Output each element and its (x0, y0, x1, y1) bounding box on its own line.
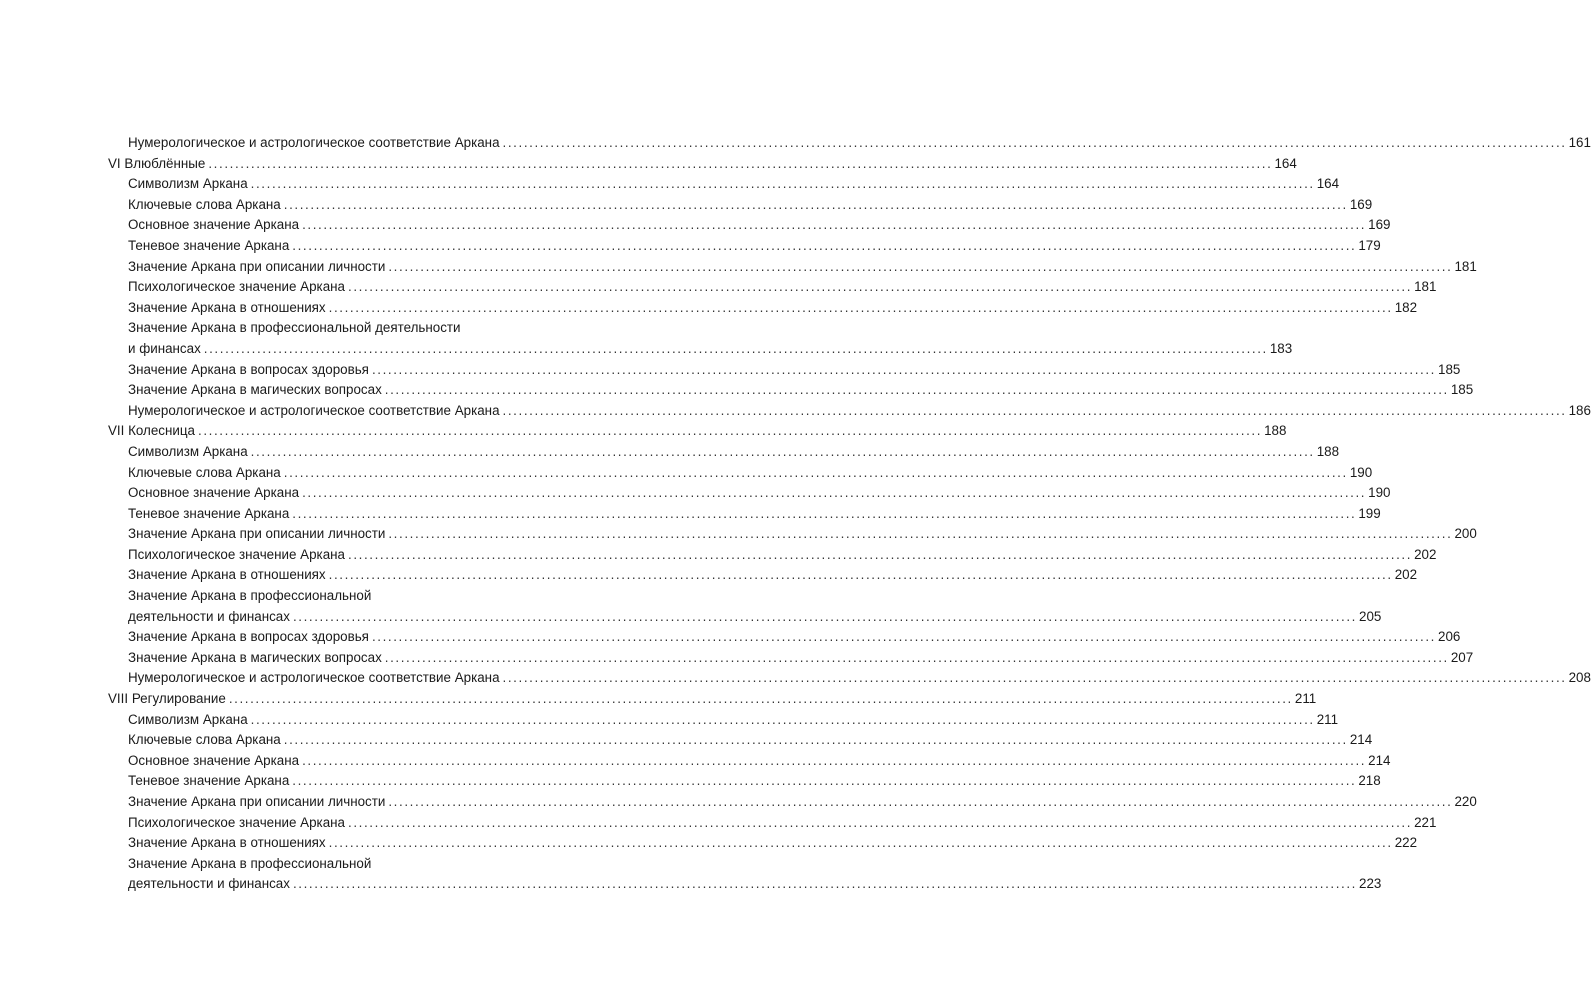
toc-entry-title: Ключевые слова Аркана (128, 732, 281, 748)
toc-entry (108, 463, 1373, 484)
toc-entry-line (128, 360, 1461, 381)
toc-entry-title: VIII Регулирование (108, 691, 226, 707)
toc-entry-title: и финансах (128, 340, 201, 356)
toc-entry-line (128, 133, 1591, 154)
toc-page-number: 186 (1568, 402, 1591, 418)
toc-page-number: 164 (1316, 176, 1340, 192)
toc-entry (108, 710, 1339, 731)
toc-entry-line (128, 442, 1340, 463)
toc-entry (108, 730, 1373, 751)
toc-entry-line (128, 771, 1381, 792)
dot-leader: ........................................................................................................................................................................................................ (292, 237, 1357, 253)
dot-leader: ........................................................................................................................................................................................................ (348, 814, 1413, 830)
toc-chapter (108, 689, 1317, 710)
toc-entry-title: Психологическое значение Аркана (128, 279, 345, 295)
dot-leader: ........................................................................................................................................................................................................ (208, 155, 1273, 171)
toc-entry-title: Значение Аркана при описании личности (128, 526, 386, 542)
dot-leader: ........................................................................................................................................................................................................ (292, 876, 1358, 892)
toc-page-number: 205 (1359, 608, 1382, 624)
toc-page-number: 164 (1274, 155, 1297, 171)
toc-entry-line (128, 463, 1373, 484)
toc-page-number: 223 (1359, 876, 1382, 892)
toc-entry-title: Значение Аркана в вопросах здоровья (128, 361, 369, 377)
toc-entry-line (128, 318, 618, 339)
toc-entry-line (108, 154, 1297, 175)
dot-leader: ........................................................................................................................................................................................................ (388, 258, 1453, 274)
toc-entry (108, 833, 1418, 854)
toc-entry-title: Психологическое значение Аркана (128, 546, 345, 562)
dot-leader: ........................................................................................................................................................................................................ (283, 464, 1348, 480)
toc-page-number: 181 (1414, 279, 1437, 295)
toc-entry (108, 277, 1437, 298)
toc-page-number: 211 (1294, 691, 1317, 707)
toc-chapter (108, 154, 1297, 175)
toc-page-number: 190 (1368, 485, 1391, 501)
dot-leader: ........................................................................................................................................................................................................ (250, 443, 1315, 459)
toc-entry-title: Значение Аркана в отношениях (128, 299, 326, 315)
toc-entry-title: Символизм Аркана (128, 443, 248, 459)
dot-leader: ........................................................................................................................................................................................................ (292, 505, 1357, 521)
toc-entry-line (128, 236, 1381, 257)
toc-entry-line (128, 545, 1437, 566)
toc-page-number: 214 (1349, 732, 1373, 748)
toc-page-number: 206 (1438, 629, 1461, 645)
dot-leader: ........................................................................................................................................................................................................ (388, 794, 1453, 809)
dot-leader: ........................................................................................................................................................................................................ (198, 423, 1263, 439)
toc-entry-line (128, 339, 1293, 360)
toc-entry-title: Основное значение Аркана (128, 752, 300, 768)
dot-leader: ........................................................................................................................................................................................................ (348, 279, 1413, 295)
toc-entry-line (128, 215, 1391, 236)
toc-entry-title: Значение Аркана в профессиональной (128, 588, 372, 604)
toc-entry-title: Ключевые слова Аркана (128, 464, 281, 480)
toc-entry-title: Значение Аркана в отношениях (128, 567, 326, 583)
toc-page-number: 181 (1454, 258, 1477, 274)
toc-entry (108, 133, 1591, 154)
toc-entry (108, 360, 1461, 381)
dot-leader: ........................................................................................................................................................................................................ (348, 546, 1413, 562)
toc-page-number: 183 (1269, 340, 1293, 356)
table-of-contents (108, 133, 1591, 895)
dot-leader: ........................................................................................................................................................................................................ (283, 196, 1348, 212)
toc-entry-title: Значение Аркана в магических вопросах (128, 382, 382, 398)
toc-page-number: 188 (1264, 423, 1287, 439)
toc-entry-line (128, 710, 1339, 731)
toc-page-number: 211 (1316, 711, 1339, 727)
dot-leader: ........................................................................................................................................................................................................ (328, 567, 1393, 583)
dot-leader: ........................................................................................................................................................................................................ (371, 361, 1437, 377)
toc-page-number: 169 (1349, 196, 1373, 212)
toc-entry-line (128, 195, 1373, 216)
toc-entry-title: Значение Аркана в вопросах здоровья (128, 629, 369, 645)
toc-entry-title: Значение Аркана в отношениях (128, 835, 326, 851)
toc-entry-line (128, 565, 1418, 586)
toc-entry-line (128, 751, 1391, 772)
toc-entry-line (128, 792, 1477, 813)
toc-entry (108, 257, 1477, 278)
toc-page-number: 179 (1358, 237, 1381, 253)
toc-entry-line (128, 380, 1474, 401)
toc-entry-title: Значение Аркана при описании личности (128, 794, 386, 809)
toc-page-number: 161 (1568, 135, 1591, 150)
dot-leader: ........................................................................................................................................................................................................ (250, 711, 1315, 727)
toc-entry-title: Символизм Аркана (128, 176, 248, 192)
toc-entry (108, 792, 1477, 813)
dot-leader: ........................................................................................................................................................................................................ (384, 649, 1449, 665)
toc-entry (108, 504, 1381, 525)
dot-leader: ........................................................................................................................................................................................................ (292, 773, 1357, 789)
toc-entry-title: Основное значение Аркана (128, 485, 300, 501)
toc-entry-title: VII Колесница (108, 423, 195, 439)
toc-entry (108, 236, 1381, 257)
toc-entry-title: VI Влюблённые (108, 155, 206, 171)
toc-entry-title: Теневое значение Аркана (128, 237, 290, 253)
toc-entry-line (108, 421, 1287, 442)
dot-leader: ........................................................................................................................................................................................................ (292, 608, 1358, 624)
dot-leader: ........................................................................................................................................................................................................ (502, 670, 1567, 686)
toc-entry-title: Нумерологическое и астрологическое соответствие Аркана (128, 670, 500, 686)
toc-page-number: 220 (1454, 794, 1477, 809)
toc-entry-line (128, 813, 1437, 834)
toc-page-number: 200 (1454, 526, 1477, 542)
dot-leader: ........................................................................................................................................................................................................ (502, 135, 1567, 150)
toc-entry-line (128, 504, 1381, 525)
dot-leader: ........................................................................................................................................................................................................ (302, 752, 1367, 768)
toc-entry-title: деятельности и финансах (128, 876, 290, 892)
toc-entry (108, 565, 1418, 586)
toc-entry-line (128, 401, 1591, 422)
toc-entry (108, 442, 1340, 463)
toc-page-number: 199 (1358, 505, 1381, 521)
toc-entry-line (128, 607, 1382, 628)
toc-page-number: 222 (1394, 835, 1418, 851)
toc-entry-title: Значение Аркана при описании личности (128, 258, 386, 274)
toc-page-number: 202 (1394, 567, 1418, 583)
toc-entry-line (128, 586, 618, 607)
dot-leader: ........................................................................................................................................................................................................ (302, 217, 1367, 233)
toc-entry (108, 215, 1391, 236)
toc-entry (108, 195, 1373, 216)
toc-entry (108, 586, 618, 607)
dot-leader: ........................................................................................................................................................................................................ (502, 402, 1567, 418)
toc-entry-title: Значение Аркана в профессиональной (128, 855, 372, 871)
toc-entry-title: Психологическое значение Аркана (128, 814, 345, 830)
toc-entry-line (128, 833, 1418, 854)
toc-entry-title: деятельности и финансах (128, 608, 290, 624)
toc-entry-line (128, 524, 1477, 545)
dot-leader: ........................................................................................................................................................................................................ (302, 485, 1367, 501)
dot-leader: ........................................................................................................................................................................................................ (388, 526, 1453, 542)
dot-leader: ........................................................................................................................................................................................................ (203, 340, 1268, 356)
dot-leader: ........................................................................................................................................................................................................ (371, 629, 1437, 645)
toc-entry (108, 854, 618, 875)
toc-entry-title: Символизм Аркана (128, 711, 248, 727)
toc-entry (108, 524, 1477, 545)
toc-entry (108, 318, 618, 339)
toc-entry-line (128, 627, 1461, 648)
dot-leader: ........................................................................................................................................................................................................ (328, 835, 1393, 851)
toc-entry-line (108, 689, 1317, 710)
toc-page-number: 218 (1358, 773, 1381, 789)
toc-page-number: 208 (1568, 670, 1591, 686)
toc-entry-title: Нумерологическое и астрологическое соответствие Аркана (128, 135, 500, 150)
toc-entry-line (128, 257, 1477, 278)
dot-leader: ........................................................................................................................................................................................................ (283, 732, 1348, 748)
toc-entry (108, 298, 1418, 319)
toc-chapter (108, 421, 1287, 442)
toc-page-number: 221 (1414, 814, 1437, 830)
toc-entry (108, 668, 1591, 689)
toc-entry-title: Нумерологическое и астрологическое соответствие Аркана (128, 402, 500, 418)
toc-entry (108, 545, 1437, 566)
toc-entry (108, 339, 1293, 360)
toc-entry-title: Ключевые слова Аркана (128, 196, 281, 212)
toc-entry (108, 813, 1437, 834)
dot-leader: ........................................................................................................................................................................................................ (328, 299, 1393, 315)
toc-entry-line (128, 730, 1373, 751)
toc-entry (108, 380, 1474, 401)
toc-entry (108, 483, 1391, 504)
toc-page-number: 202 (1414, 546, 1437, 562)
toc-entry (108, 401, 1591, 422)
dot-leader: ........................................................................................................................................................................................................ (250, 176, 1315, 192)
toc-page-number: 214 (1368, 752, 1391, 768)
toc-entry-line (128, 648, 1474, 669)
toc-entry-line (128, 277, 1437, 298)
toc-page-number: 169 (1368, 217, 1391, 233)
toc-page-number: 185 (1450, 382, 1474, 398)
toc-entry-line (128, 298, 1418, 319)
toc-entry-title: Значение Аркана в магических вопросах (128, 649, 382, 665)
toc-entry-line (128, 874, 1382, 895)
toc-entry-line (128, 668, 1591, 689)
toc-entry-title: Основное значение Аркана (128, 217, 300, 233)
toc-entry-line (128, 174, 1340, 195)
toc-page-number: 207 (1450, 649, 1474, 665)
toc-page-number: 182 (1394, 299, 1418, 315)
toc-entry (108, 874, 1382, 895)
toc-entry-line (128, 483, 1391, 504)
toc-page-number: 188 (1316, 443, 1340, 459)
dot-leader: ........................................................................................................................................................................................................ (228, 691, 1293, 707)
toc-entry (108, 771, 1381, 792)
toc-entry (108, 751, 1391, 772)
toc-entry (108, 648, 1474, 669)
toc-page-number: 190 (1349, 464, 1373, 480)
toc-entry (108, 627, 1461, 648)
toc-entry (108, 174, 1340, 195)
toc-entry-title: Значение Аркана в профессиональной деятельности (128, 320, 461, 336)
toc-entry-line (128, 854, 618, 875)
toc-entry-title: Теневое значение Аркана (128, 505, 290, 521)
dot-leader: ........................................................................................................................................................................................................ (384, 382, 1449, 398)
toc-entry (108, 607, 1382, 628)
toc-page-number: 185 (1438, 361, 1461, 377)
toc-entry-title: Теневое значение Аркана (128, 773, 290, 789)
